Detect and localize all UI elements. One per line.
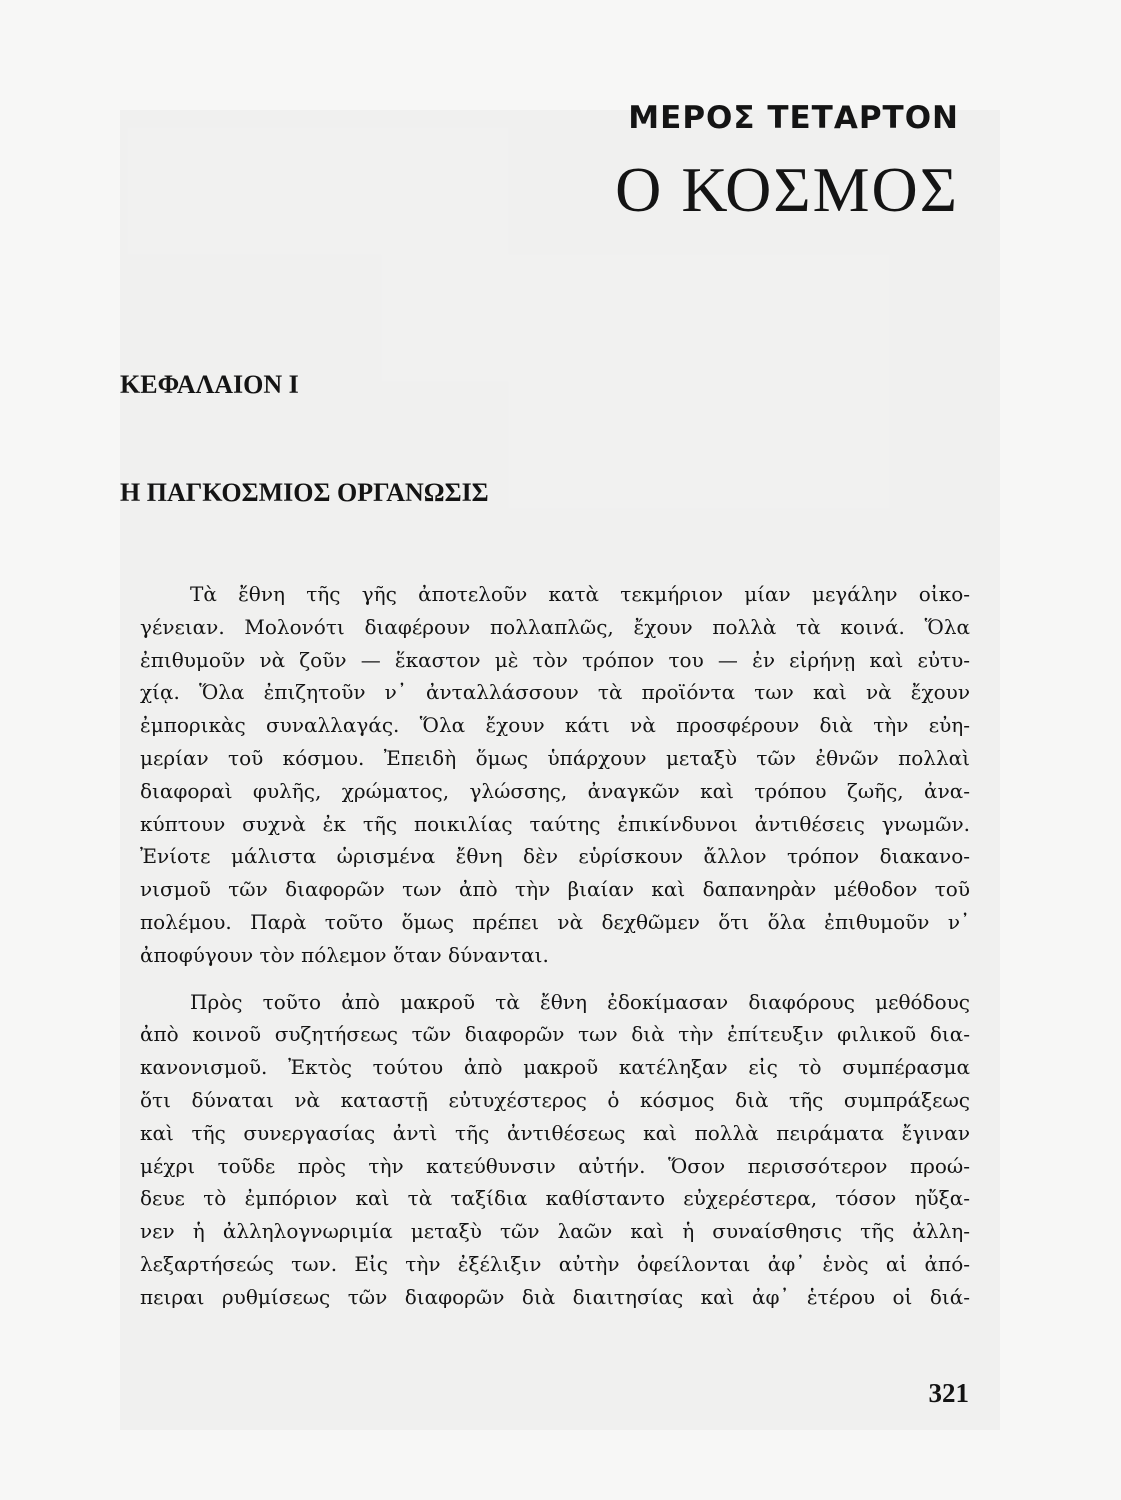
text-line: ἀπὸ κοινοῦ συζητήσεως τῶν διαφορῶν των διὰ τὴν ἐπίτευξιν φιλικοῦ δια- (140, 1022, 970, 1047)
paragraph-1 (140, 578, 970, 972)
main-title: Ο ΚΟΣΜΟΣ (615, 154, 959, 225)
text-line: διαφοραὶ φυλῆς, χρώματος, γλώσσης, ἀναγκῶν καὶ τρόπου ζωῆς, ἀνα- (140, 778, 970, 803)
chapter-label: ΚΕΦΑΛΑΙΟΝ Ι (120, 370, 299, 399)
text-line: Τὰ ἔθνη τῆς γῆς ἀποτελοῦν κατὰ τεκμήριον μίαν μεγάλην οἰκο- (190, 582, 970, 606)
part-title: ΜΕΡΟΣ ΤΕΤΑΡΤΟΝ (628, 100, 959, 136)
text-line: Ἐνίοτε μάλιστα ὡρισμένα ἔθνη δὲν εὑρίσκουν ἄλλον τρόπον διακανο- (140, 844, 970, 869)
text-line: ἀποφύγουν τὸν πόλεμον ὅταν δύνανται. (140, 942, 549, 967)
text-line: δευε τὸ ἐμπόριον καὶ τὰ ταξίδια καθίσταντο εὐχερέστερα, τόσον ηὔξα- (140, 1186, 970, 1211)
paragraph-gap (140, 972, 970, 986)
text-line: γένειαν. Μολονότι διαφέρουν πολλαπλῶς, ἔχουν πολλὰ τὰ κοινά. Ὅλα (140, 614, 970, 639)
text-line: μέχρι τοῦδε πρὸς τὴν κατεύθυνσιν αὐτήν. Ὅσον περισσότερον προώ- (140, 1153, 970, 1178)
text-line: ἐπιθυμοῦν νὰ ζοῦν — ἕκαστον μὲ τὸν τρόπον του — ἐν εἰρήνῃ καὶ εὐτυ- (140, 647, 970, 672)
text-line: κανονισμοῦ. Ἐκτὸς τούτου ἀπὸ μακροῦ κατέληξαν εἰς τὸ συμπέρασμα (140, 1055, 970, 1080)
text-line: χίᾳ. Ὅλα ἐπιζητοῦν ν᾽ ἀνταλλάσσουν τὰ προϊόντα των καὶ νὰ ἔχουν (140, 680, 970, 705)
paragraph-2 (140, 986, 970, 1314)
text-line: πολέμου. Παρὰ τοῦτο ὅμως πρέπει νὰ δεχθῶμεν ὅτι ὅλα ἐπιθυμοῦν ν᾽ (140, 909, 970, 934)
text-line: νεν ἡ ἀλληλογνωριμία μεταξὺ τῶν λαῶν καὶ ἡ συναίσθησις τῆς ἀλλη- (140, 1219, 970, 1244)
text-line: μερίαν τοῦ κόσμου. Ἐπειδὴ ὅμως ὑπάρχουν μεταξὺ τῶν ἐθνῶν πολλαὶ (140, 745, 970, 770)
text-line: πειραι ρυθμίσεως τῶν διαφορῶν διὰ διαιτησίας καὶ ἀφ᾽ ἑτέρου οἱ διά- (140, 1284, 970, 1309)
text-line: ὅτι δύναται νὰ καταστῇ εὐτυχέστερος ὁ κόσμος διὰ τῆς συμπράξεως (140, 1087, 970, 1112)
text-line: Πρὸς τοῦτο ἀπὸ μακροῦ τὰ ἔθνη ἐδοκίμασαν διαφόρους μεθόδους (190, 989, 970, 1014)
text-line: κύπτουν συχνὰ ἐκ τῆς ποικιλίας ταύτης ἐπικίνδυνοι ἀντιθέσεις γνωμῶν. (140, 811, 970, 836)
page-number: 321 (928, 1378, 969, 1408)
text-line: λεξαρτήσεώς των. Εἰς τὴν ἐξέλιξιν αὐτὴν ὀφείλονται ἀφ᾽ ἑνὸς αἱ ἀπό- (140, 1251, 970, 1276)
chapter-title: Η ΠΑΓΚΟΣΜΙΟΣ ΟΡΓΑΝΩΣΙΣ (120, 478, 489, 507)
text-line: νισμοῦ τῶν διαφορῶν των ἀπὸ τὴν βιαίαν καὶ δαπανηρὰν μέθοδον τοῦ (140, 877, 970, 902)
body-text (140, 578, 970, 1314)
text-line: ἐμπορικὰς συναλλαγάς. Ὅλα ἔχουν κάτι νὰ προσφέρουν διὰ τὴν εὐη- (140, 713, 970, 738)
text-line: καὶ τῆς συνεργασίας ἀντὶ τῆς ἀντιθέσεως καὶ πολλὰ πειράματα ἔγιναν (140, 1120, 970, 1145)
